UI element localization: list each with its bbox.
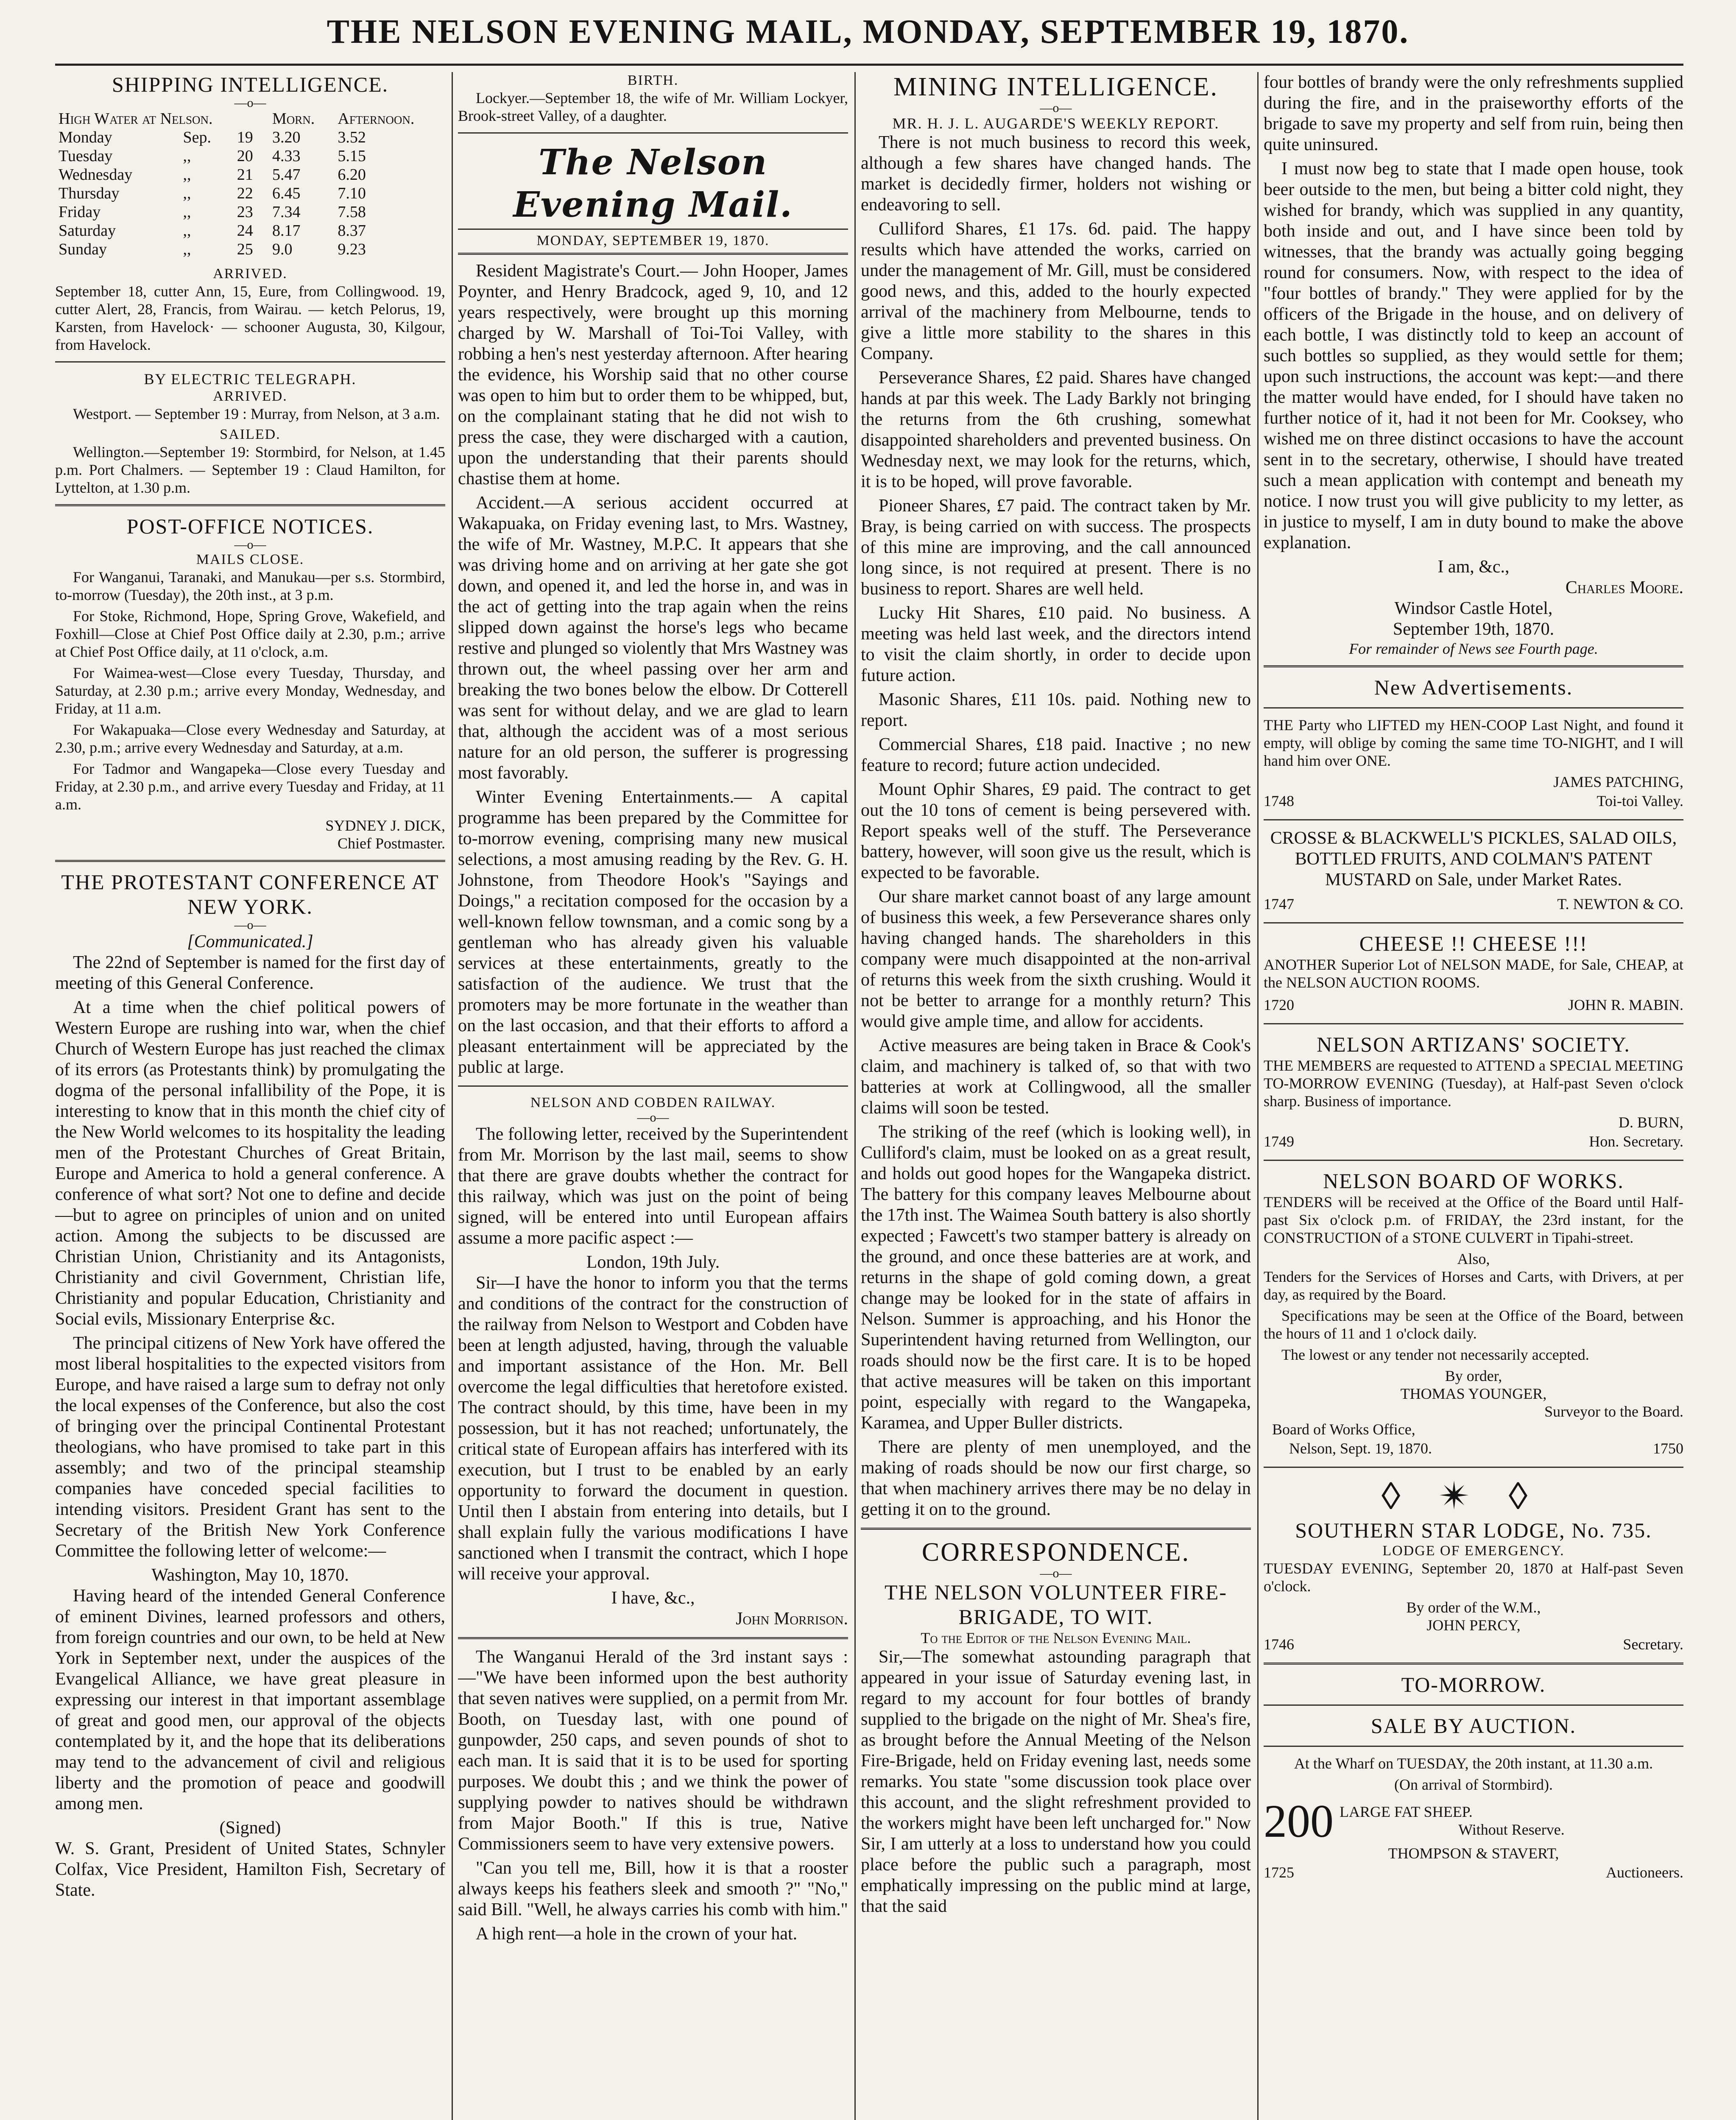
post-item: For Waimea-west—Close every Tuesday, Thursday, and Saturday, at 2.30 p.m.; arrive every Monday, Wednesday, and Friday, at 11 a.m. (55, 664, 445, 717)
shipping-heading: SHIPPING INTELLIGENCE. (112, 73, 389, 96)
mining-paras (861, 132, 1251, 1520)
tide-row: Wednesday ,, 21 5.47 6.20 (59, 166, 366, 184)
railway-intro: The following letter, received by the Superintendent from Mr. Morrison by the last mail, seems to show that there are grave doubts whether the contract for this railway, which was just on the point of being signed, will be entered into until European affairs assume a more pacific aspect :— (458, 1124, 848, 1248)
ads-heading: New Advertisements. (1374, 675, 1573, 699)
prot-signatories: W. S. Grant, President of United States, Schnyler Colfax, Vice President, Hamilton Fish, Secretary of State. (55, 1839, 445, 1900)
corr-title: THE NELSON VOLUNTEER FIRE-BRIGADE, TO WIT. (885, 1580, 1227, 1629)
tide-header: High Water at Nelson. Morn. Afternoon. (59, 110, 415, 128)
corr-cont2: I must now beg to state that I made open house, took beer outside to the men, but being a bitter cold night, they wished for brandy, which was supplied in any quantity, both inside and out, and I have since been told by witnesses, that the brandy was actually going begging round for consumers. Now, with respect to the idea of "four bottles of brandy." They were applied for by the officers of the Brigade in the house, and on delivery of each bottle, I was distinctly told to keep an account of such bottles so supplied, as they would settle for them; upon such instructions, the account was kept:—and there the matter would have ended, for I should have taken no further notice of it, had it not been for Mr. Cooksey, who wished me on three distinct occasions to have the account sent in to the secretary, otherwise, I should have treated such a mean application with contempt and beneath my notice. I now trust you will give publicity to my letter, as in justice to myself, I am in duty bound to make the above explanation. (1264, 159, 1683, 552)
tel-arrived: Westport. — September 19 : Murray, from Nelson, at 3 a.m. (73, 405, 440, 422)
ad-artizans (1264, 1032, 1683, 1152)
column-2: BIRTH. Lockyer.—September 18, the wife of Mr. William Lockyer, Brook-street Valley, of a daughter. The Nelson Evening Mail. MONDAY, SEPTEMBER 19, 1870. Resident Magistrate's Court.— John Hooper, James Poynter, and Henry Bradcock, aged 9, 10, and 12 years respectively, were brought up this morning charged by W. Marshall of Toi-Toi Valley, with robbing a hen's nest yesterday afternoon. After hearing the evidence, his Worship said that no other course was open to him but to order them to be whipped, but, on the complainant stating that he did not wish to press the case, they were discharged with a caution, upon the understanding that their parents should chastise them at home. Accident.—A serious accident occurred at Wakapuaka, on Friday evening last, to Mrs. Wastney, the wife of Mr. Wastney, M.P.C. It appears that she was driving home and on arriving at her gate she got down, and opened it, and led the horse in, and was in the act of getting into the trap again when the reins slipped down against the horse's legs who became restive and plunged so violently that Mrs Wastney was thrown out, the wheel passing over her arm and breaking the two bones below the elbow. Dr Cotterell was sent for without delay, and we are glad to learn that, although the accident was of a most serious nature for an old person, the sufferer is progressing most favorably. Winter Evening Entertainments.— A capital programme has been prepared by the Committee for to-morrow evening, comprising many new musical selections, a most amusing reading by the Rev. G. H. Johnstone, from Theodore Hook's "Sayings and Doings," a recitation composed for the occasion by a well-known fellow townsman, and a comic song by a gentleman who has already given his valuable services at these entertainments, greatly to the satisfaction of the audience. We trust that the promoters may be more fortunate in the weather than on the last occasion, and that their efforts to afford a pleasant entertainment will be appreciated by the public at large. NELSON AND COBDEN RAILWAY. —o— The following letter, received by the Superintendent from Mr. Morrison by the last mail, seems to show that there are grave doubts whether the contract for this railway, which was just on the point of being signed, will be entered into until European affairs assume a more pacific aspect :— London, 19th July. Sir—I have the honor to inform you that the terms and conditions of the contract for the construction of the railway from Nelson to Westport and Cobden have been at length adjusted, having, through the valuable and important assistance of the Hon. Mr. Bell overcome the legal difficulties that heretofore existed. The contract should, by this time, have been in my possession, but it has not reached; unfortunately, the critical state of European affairs has interfered with its execution, but I trust to be enabled by an early opportunity to forward the document in question. Until then I abstain from entering into details, but I shall explain fully the various modifications I have sanctioned when I transmit the contract, which I hope will receive your approval. I have, &c., John Morrison. The Wanganui Herald of the 3rd instant says :—"We have been informed upon the best authority that seven natives were supplied, on a permit from Mr. Booth, on Tuesday last, with one pound of gunpowder, 250 caps, and seven pounds of shot to each man. It is said that it is to be used for sporting purposes. We doubt this ; and we think the power of supplying powder to natives should be withdrawn from Major Booth." If this is true, Native Commissioners seem to have very extensive powers. "Can you tell me, Bill, how it is that a rooster always keeps his feathers sleek and smooth ?" "No," said Bill. "Well, he always carries his comb with him." A high rent—a hole in the crown of your hat. (458, 73, 848, 1944)
works-order: By order, (1445, 1367, 1502, 1384)
protestant-paras (55, 952, 445, 1562)
corr-cont1: four bottles of brandy were the only refreshments supplied during the fire, and in the praiseworthy efforts of the brigade to save my property and self from ruin, being then quite uninsured. (1264, 73, 1683, 154)
railway-dateline: London, 19th July. (586, 1252, 720, 1272)
auction-text: At the Wharf on TUESDAY, the 20th instant, at 11.30 a.m. (1294, 1755, 1653, 1772)
lodge-order: By order of the W.M., (1406, 1599, 1541, 1616)
works-text3: Specifications may be seen at the Office of the Board, between the hours of 11 and 1 o'clock daily. (1264, 1307, 1683, 1342)
auction-note: (On arrival of Stormbird). (1394, 1776, 1553, 1793)
correspondence-heading: CORRESPONDENCE. (921, 1538, 1190, 1567)
railway-sign: John Morrison. (736, 1609, 848, 1629)
auction-num: 1725 (1264, 1864, 1294, 1881)
tide-row: Tuesday ,, 20 4.33 5.15 (59, 147, 366, 165)
post-item: For Wanganui, Taranaki, and Manukau—per s.s. Stormbird, to-morrow (Tuesday), the 20th inst., at 3 p.m. (55, 569, 445, 603)
railway-heading: NELSON AND COBDEN RAILWAY. (530, 1095, 776, 1110)
ad-board-of-works (1264, 1169, 1683, 1459)
cheese-num: 1720 (1264, 996, 1294, 1013)
tide-row: Sunday ,, 25 9.0 9.23 (59, 240, 366, 258)
lodge-sub: LODGE OF EMERGENCY. (1382, 1543, 1565, 1559)
hencoop-num: 1748 (1264, 792, 1294, 809)
column-1: SHIPPING INTELLIGENCE. —o— High Water at Nelson. Morn. Afternoon. Monday Sep. 19 3.20 3.52 Tuesday ,, 20 4.33 5.15 Wednesday ,, 21 5.47 6.20 Thursday ,, 22 6.45 7.10 Friday ,, 23 7.34 7.58 Saturday ,, 24 8.17 8.37 Sunday ,, 25 9.0 9.23 ARRIVED. September 18, cutter Ann, 15, Eure, from Collingwood. 19, cutter Alert, 28, Francis, from Wairau. — ketch Pelorus, 19, Karsten, from Havelock· — schooner Augusta, 30, Kilgour, from Havelock. BY ELECTRIC TELEGRAPH. ARRIVED. Westport. — September 19 : Murray, from Nelson, at 3 a.m. SAILED. Wellington.—September 19: Stormbird, for Nelson, at 1.45 p.m. Port Chalmers. — September 19 : Claud Hamilton, for Lyttelton, at 1.30 p.m. POST-OFFICE NOTICES. —o— MAILS CLOSE. For Wanganui, Taranaki, and Manukau—per s.s. Stormbird, to-morrow (Tuesday), the 20th inst., at 3 p.m. For Stoke, Richmond, Hope, Spring Grove, Wakefield, and Foxhill—Close at Chief Post Office daily at 2.30, p.m.; arrive at Chief Post Office daily, at 11 o'clock, a.m. For Waimea-west—Close every Tuesday, Thursday, and Saturday, at 2.30 p.m.; arrive every Monday, Wednesday, and Friday, at 11 a.m. For Wakapuaka—Close every Wednesday and Saturday, at 2.30, p.m.; arrive every Wednesday and Saturday, at a.m. For Tadmor and Wangapeka—Close every Tuesday and Friday, at 2.30 p.m., and arrive every Tuesday and Friday, at 11 a.m. SYDNEY J. DICK, Chief Postmaster. THE PROTESTANT CONFERENCE AT NEW YORK. —o— [Communicated.] The 22nd of September is named for the first day of meeting of this General Conference. At a time when the chief political powers of Western Europe are rushing into war, when the chief Church of Western Europe has just reached the climax of its errors (as Protestants think) by promulgating the dogma of the personal infallibility of the Pope, it is interesting to know that in this month the chief city of the New World welcomes to its hospitality the leading men of the Protestant Churches of Great Britain, Europe and America to hold a general conference. A conference of what sort? Not one to define and decide—but to agree on principles of union and on united action. Among the subjects to be discussed are Christian Union, Christianity and its Antagonists, Christianity and civil Government, Christian life, Christianity and popular Education, Christianity and Social evils, Missionary Enterprise &c. The principal citizens of New York have offered the most liberal hospitalities to the expected visitors from Europe, and have raised a large sum to defray not only the local expenses of the Conference, but also the cost of bringing over the principal Continental Protestant theologians, who have promised to take part in this assembly; and two of the principal steamship companies have conceded special facilities to intending visitors. President Grant has sent to the Secretary of the British New York Conference Committee the following letter of welcome:— Washington, May 10, 1870. Having heard of the intended General Conference of eminent Divines, learned professors and others, from foreign countries and our own, to be held at New York in September next, under the auspices of the Evangelical Alliance, we have great pleasure in expressing our interest in that important assemblage of great and good men, our approval of the objects contemplated by it, and the hope that its deliberations may tend to the advancement of civil and religious liberty and the promotion of peace and goodwill among men. (Signed) W. S. Grant, President of United States, Schnyler Colfax, Vice President, Hamilton Fish, Secretary of State. (55, 73, 445, 1900)
masthead: THE NELSON EVENING MAIL, MONDAY, SEPTEMBER 19, 1870. (327, 13, 1409, 50)
corr-note: For remainder of News see Fourth page. (1349, 640, 1598, 657)
column-3: MINING INTELLIGENCE. —o— MR. H. J. L. AUGARDE'S WEEKLY REPORT. There is not much business to record this week, although a few shares have changed hands. The market is decidedly firmer, holders not wishing or endeavoring to sell. Culliford Shares, £1 17s. 6d. paid. The happy results which have attended the works, carried on under the management of Mr. Gill, must be considered good news, and this, added to the hourly expected arrival of the machinery from Melbourne, tends to give a little more stability to the shares in this Company. Perseverance Shares, £2 paid. Shares have changed hands at par this week. The Lady Barkly not bringing the returns from the 6th crushing, somewhat disappointed shareholders and prevented business. On Wednesday next, we may look for the returns, which, it is to be hoped, will prove favorable. Pioneer Shares, £7 paid. The contract taken by Mr. Bray, is being carried on with success. The prospects of this mine are improving, and the call announced long since, is not required at present. There is no business to report. Shares are well held. Lucky Hit Shares, £10 paid. No business. A meeting was held last week, and the directors intend to visit the claim shortly, in order to decide upon future action. Masonic Shares, £11 10s. paid. Nothing new to report. Commercial Shares, £18 paid. Inactive ; no new feature to record; future action undecided. Mount Ophir Shares, £9 paid. The contract to get out the 10 tons of cement is being persevered with. Report speaks well of the stuff. The Perseverance battery, however, will soon give us the result, which is expected to be favorable. Our share market cannot boast of any large amount of business this week, a few Perseverance shares only having changed hands. The shareholders in this company were much disappointed at the non-arrival of returns this week from the sixth crushing. Would it not be better to arrange for a monthly return? This would give ample time, and allow for accidents. Active measures are being taken in Brace & Cook's claim, and machinery is talked of, so that with two batteries at work at Collingwood, all the smaller claims will soon be tested. The striking of the reef (which is looking well), in Culliford's claim, must be looked on as a great result, and holds out good hopes for the Wangapeka district. The battery for this company leaves Melbourne about the 17th inst. The Waimea South battery is also shortly expected ; Fawcett's two stamper battery is already on the ground, and once these batteries are at work, and returns in the shape of gold coming down, a great change may be looked for in the state of affairs in Nelson. Summer is approaching, and his Honor the Superintendent having returned from Wellington, our roads should now be the first care. It is to be hoped that active measures will be taken on this important point, especially with regard to the Wangapeka, Karamea, and Upper Buller districts. There are plenty of men unemployed, and the making of roads should be now our first charge, so that when machinery arrives there may be no delay in getting it on to the ground. CORRESPONDENCE. —o— THE NELSON VOLUNTEER FIRE-BRIGADE, TO WIT. To the Editor of the Nelson Evening Mail. Sir,—The somewhat astounding paragraph that appeared in your issue of Saturday evening last, in regard to my account for four bottles of brandy supplied to the brigade on the night of Mr. Shea's fire, as brought before the Annual Meeting of the Nelson Fire-Brigade, held on Friday evening last, needs some remarks. You state "some discussion took place over this account, and the slight refreshment provided to the workers might have been left uncharged for." Now Sir, I am utterly at a loss to understand how you could place before the public such a paragraph, most emphatically impressing on the public mind at large, that the said (861, 73, 1251, 1916)
mining-sub: MR. H. J. L. AUGARDE'S WEEKLY REPORT. (892, 115, 1220, 132)
works-also: Also, (1457, 1250, 1490, 1267)
works-text1: TENDERS will be received at the Office of the Board until Half-past Six o'clock p.m. of FRIDAY, the 23rd instant, for the CONSTRUCTION of a STONE CULVERT in Tipahi-street. (1264, 1194, 1683, 1246)
arrived-text: September 18, cutter Ann, 15, Eure, from Collingwood. 19, cutter Alert, 28, Francis, from Wairau. — ketch Pelorus, 19, Karsten, from Havelock· — schooner Augusta, 30, Kilgour, from Havelock. (55, 283, 445, 353)
artizans-num: 1749 (1264, 1133, 1294, 1150)
corr-to: To the Editor of the Nelson Evening Mail. (921, 1629, 1191, 1646)
post-sign-title: Chief Postmaster. (338, 835, 445, 852)
prot-signed: (Signed) (219, 1818, 281, 1838)
prot-letter: Having heard of the intended General Conference of eminent Divines, learned professors and others, from foreign countries and our own, to be held at New York in September next, under the auspices of the Evangelical Alliance, we have great pleasure in expressing our interest in that important assemblage of great and good men, our approval of the objects contemplated by it, and the hope that its deliberations may tend to the advancement of civil and religious liberty and the promotion of peace and goodwill among men. (55, 1586, 445, 1813)
railway-letter: Sir—I have the honor to inform you that the terms and conditions of the contract for the construction of the railway from Nelson to Westport and Cobden have been at length adjusted, having, through the valuable and important assistance of the Hon. Mr. Bell overcome the legal difficulties that heretofore existed. The contract should, by this time, have been in my possession, but it has not reached; unfortunately, the critical state of European affairs has interfered with its execution, but I trust to be enabled by an early opportunity to forward the document in question. Until then I abstain from entering into details, but I shall explain fully the various modifications I have sanctioned when I transmit the contract, which I hope will receive your approval. (458, 1273, 848, 1584)
mining-para: Pioneer Shares, £7 paid. The contract taken by Mr. Bray, is being carried on with success. The prospects of this mine are improving, and the call announced long since, is not required at present. There is no business to report. Shares are well held. (861, 496, 1251, 599)
mining-para: The striking of the reef (which is looking well), in Culliford's claim, must be looked on as a great result, and holds out good hopes for the Wangapeka district. The battery for this company leaves Melbourne about the 17th inst. The Waimea South battery is also shortly expected ; Fawcett's two stamper battery is already on the ground, and once these batteries are at work, and returns in the shape of gold coming down, a great change may be looked for in the state of affairs in Nelson. Summer is approaching, and his Honor the Superintendent having returned from Wellington, our roads should now be the first care. It is to be hoped that active measures will be taken on this important point, especially with regard to the Wangapeka, Karamea, and Upper Buller districts. (861, 1122, 1251, 1433)
arrived-label: ARRIVED. (213, 266, 287, 282)
mining-para: Active measures are being taken in Brace & Cook's claim, and machinery is talked of, so that with two batteries at work at Collingwood, all the smaller claims will soon be tested. (861, 1036, 1251, 1118)
lodge-num: 1746 (1264, 1636, 1294, 1653)
works-text2: Tenders for the Services of Horses and Carts, with Drivers, at per day, as required by the Board. (1264, 1268, 1683, 1303)
sailed-label: SAILED. (220, 427, 281, 442)
auction-sign: THOMPSON & STAVERT, (1388, 1845, 1559, 1862)
protestant-heading: THE PROTESTANT CONFERENCE AT NEW YORK. (61, 870, 439, 918)
joke-2: A high rent—a hole in the crown of your hat. (476, 1924, 798, 1944)
mails-close: MAILS CLOSE. (196, 552, 304, 567)
masthead-rule (55, 64, 1683, 66)
lodge-title: Secretary. (1623, 1636, 1683, 1653)
post-item: For Tadmor and Wangapeka—Close every Tuesday and Friday, at 2.30 p.m., and arrive every Tuesday and Friday, at 11 a.m. (55, 760, 445, 813)
railway-close: I have, &c., (611, 1588, 695, 1608)
column-4 (1264, 72, 1683, 2120)
telegraph-heading: BY ELECTRIC TELEGRAPH. (144, 371, 357, 388)
column-rule (854, 72, 856, 2120)
pickles-num: 1747 (1264, 895, 1294, 912)
corr-sign: Charles Moore. (1565, 578, 1683, 597)
tel-arrived-label: ARRIVED. (213, 388, 287, 404)
artizans-title: Hon. Secretary. (1589, 1133, 1683, 1150)
protestant-para: At a time when the chief political powers of Western Europe are rushing into war, when the chief Church of Western Europe has just reached the climax of its errors (as Protestants think) by promulgating the dogma of the personal infallibility of the Pope, it is interesting to know that in this month the chief city of the New World welcomes to its hospitality the leading men of the Protestant Churches of Great Britain, Europe and America to hold a general conference. A conference of what sort? Not one to define and decide—but to agree on principles of union and on united action. Among the subjects to be discussed are Christian Union, Christianity and its Antagonists, Christianity and civil Government, Christian life, Christianity and popular Education, Christianity and Social evils, Missionary Enterprise &c. (55, 998, 445, 1329)
local-para: Accident.—A serious accident occurred at Wakapuaka, on Friday evening last, to Mrs. Wastney, the wife of Mr. Wastney, M.P.C. It appears that she was driving home and on arriving at her gate she got down, and opened it, and led the horse in, and was in the act of getting into the trap again when the reins slipped down against the horse's legs who became restive and plunged so violently that Mrs Wastney was thrown out, the wheel passing over her arm and breaking the two bones below the elbow. Dr Cotterell was sent for without delay, and we are glad to learn that, although the accident was of a most serious nature for an old person, the sufferer is progressing most favorably. (458, 493, 848, 783)
ad-hencoop (1264, 716, 1683, 812)
works-date: Nelson, Sept. 19, 1870. (1289, 1440, 1432, 1457)
cheese-sign: JOHN R. MABIN. (1568, 996, 1683, 1013)
tide-row: Friday ,, 23 7.34 7.58 (59, 203, 366, 221)
works-text4: The lowest or any tender not necessarily accepted. (1281, 1346, 1589, 1363)
artizans-text: THE MEMBERS are requested to ATTEND a SPECIAL MEETING TO-MORROW EVENING (Tuesday), at Half-past Seven o'clock sharp. Business of importance. (1264, 1057, 1683, 1110)
cheese-heading: CHEESE !! CHEESE !!! (1359, 932, 1588, 955)
post-heading: POST-OFFICE NOTICES. (126, 514, 374, 538)
tide-row: Thursday ,, 22 6.45 7.10 (59, 184, 366, 202)
mining-para: Culliford Shares, £1 17s. 6d. paid. The happy results which have attended the works, carried on under the management of Mr. Gill, must be considered good news, and this, added to the hourly expected arrival of the machinery from Melbourne, tends to give a little more stability to the shares in this Company. (861, 219, 1251, 363)
corr-date: September 19th, 1870. (1393, 619, 1555, 639)
auction-heading: TO-MORROW. (1401, 1673, 1546, 1696)
ad-cheese (1264, 931, 1683, 1015)
auction-lot: LARGE FAT SHEEP. (1340, 1803, 1473, 1820)
protestant-para: The 22nd of September is named for the first day of meeting of this General Conference. (55, 953, 445, 993)
birth-text: Lockyer.—September 18, the wife of Mr. William Lockyer, Brook-street Valley, of a daughter. (458, 89, 848, 124)
works-num: 1750 (1653, 1440, 1683, 1457)
hencoop-place: Toi-toi Valley. (1596, 792, 1683, 809)
post-sign: SYDNEY J. DICK, (325, 817, 445, 834)
auction-sub: SALE BY AUCTION. (1370, 1714, 1577, 1738)
mining-heading: MINING INTELLIGENCE. (893, 73, 1218, 101)
post-item: For Wakapuaka—Close every Wednesday and Saturday, at 2.30, p.m.; arrive every Wednesday and Saturday, at a.m. (55, 721, 445, 756)
auction-big-number: 200 (1264, 1798, 1334, 1844)
auction-reserve: Without Reserve. (1458, 1821, 1565, 1838)
ad-pickles (1264, 828, 1683, 915)
masonic-emblem-icon: ◊✴◊ (1381, 1476, 1566, 1517)
column-rule (1257, 72, 1259, 2120)
mining-para: Commercial Shares, £18 paid. Inactive ; no new feature to record; future action undecided. (861, 735, 1251, 775)
artizans-heading: NELSON ARTIZANS' SOCIETY. (1317, 1032, 1630, 1056)
sailed-text: Wellington.—September 19: Stormbird, for Nelson, at 1.45 p.m. Port Chalmers. — September 19 : Claud Hamilton, for Lyttelton, at 1.30 p.m. (55, 444, 445, 496)
protestant-para: The principal citizens of New York have offered the most liberal hospitalities to the expected visitors from Europe, and have raised a large sum to defray not only the local expenses of the Conference, but also the cost of bringing over the principal Continental Protestant theologians, who have promised to take part in this assembly; and two of the principal steamship companies have conceded special facilities to intending visitors. President Grant has sent to the Secretary of the British New York Conference Committee the following letter of welcome:— (55, 1333, 445, 1561)
mining-para: Perseverance Shares, £2 paid. Shares have changed hands at par this week. The Lady Barkly not bringing the returns from the 6th crushing, somewhat disappointed shareholders and prevented business. On Wednesday next, we may look for the returns, which, it is to be hoped, will prove favorable. (861, 368, 1251, 491)
cheese-text: ANOTHER Superior Lot of NELSON MADE, for Sale, CHEAP, at the NELSON AUCTION ROOMS. (1264, 956, 1683, 991)
local-para: Resident Magistrate's Court.— John Hooper, James Poynter, and Henry Bradcock, aged 9, 10, and 12 years respectively, were brought up this morning charged by W. Marshall of Toi-Toi Valley, with robbing a hen's nest yesterday afternoon. After hearing the evidence, his Worship said that no other course was open to him but to order them to be whipped, but, on the complainant stating that he did not wish to press the case, they were discharged with a caution, upon the understanding that their parents should chastise them at home. (458, 261, 848, 488)
hencoop-text: THE Party who LIFTED my HEN-COOP Last Night, and found it empty, will oblige by coming the same time TO-NIGHT, and I will hand him over ONE. (1264, 717, 1683, 769)
paper-title: The Nelson Evening Mail. (513, 142, 793, 225)
local-news (458, 261, 848, 1078)
pickles-sign: T. NEWTON & CO. (1557, 895, 1683, 912)
mining-para: There are plenty of men unemployed, and the making of roads should be now our first charge, so that when machinery arrives there may be no delay in getting it on to the ground. (861, 1437, 1251, 1519)
column-rule (452, 72, 453, 2120)
lodge-sign: JOHN PERCY, (1426, 1617, 1521, 1634)
local-para: Winter Evening Entertainments.— A capital programme has been prepared by the Committee for to-morrow evening, comprising many new musical selections, a most amusing reading by the Rev. G. H. Johnstone, from Theodore Hook's "Sayings and Doings," a recitation composed for the occasion by a well-known fellow townsman, and a comic song by a gentleman who has already given his valuable services at these entertainments, greatly to the satisfaction of the audience. We trust that the promoters may be more fortunate in the weather than on the last occasion, and that their efforts to afford a pleasant entertainment will be appreciated by the public at large. (458, 787, 848, 1077)
pickles-text: CROSSE & BLACKWELL'S PICKLES, SALAD OILS, BOTTLED FRUITS, AND COLMAN'S PATENT MUSTARD on Sale, under Market Rates. (1270, 828, 1677, 890)
mining-para: Mount Ophir Shares, £9 paid. The contract to get out the 10 tons of cement is being persevered with. Report speaks well of the stuff. The Perseverance battery, however, will soon give us the result, which is expected to be favorable. (861, 780, 1251, 882)
auction-title: Auctioneers. (1606, 1864, 1683, 1881)
paper-date: MONDAY, SEPTEMBER 19, 1870. (536, 233, 770, 248)
prot-dateline: Washington, May 10, 1870. (151, 1565, 349, 1585)
corr-text: Sir,—The somewhat astounding paragraph that appeared in your issue of Saturday evening last, in regard to my account for four bottles of brandy supplied to the brigade on the night of Mr. Shea's fire, as brought before the Annual Meeting of the Nelson Fire-Brigade, held on Friday evening last, needs some remarks. You state "some discussion took place over this account, and the slight refreshment provided to the workers might have been left uncharged for." Now Sir, I am utterly at a loss to understand how you could place before the public such a paragraph, most emphatically impressing on the public mind at large, that the said (861, 1647, 1251, 1916)
corr-close: I am, &c., (1437, 557, 1510, 577)
tide-row: Monday Sep. 19 3.20 3.52 (59, 128, 366, 146)
lodge-heading: SOUTHERN STAR LODGE, No. 735. (1295, 1518, 1652, 1542)
mining-para: Lucky Hit Shares, £10 paid. No business. A meeting was held last week, and the directors intend to visit the claim shortly, in order to decide upon future action. (861, 603, 1251, 685)
works-office: Board of Works Office, (1272, 1421, 1415, 1438)
artizans-sign: D. BURN, (1618, 1114, 1683, 1131)
ad-auction (1264, 1672, 1683, 1883)
lodge-text: TUESDAY EVENING, September 20, 1870 at Half-past Seven o'clock. (1264, 1560, 1683, 1595)
mining-para: Masonic Shares, £11 10s. paid. Nothing new to report. (861, 690, 1251, 730)
post-items (55, 568, 445, 813)
works-sign: THOMAS YOUNGER, (1400, 1385, 1547, 1402)
mining-para: Our share market cannot boast of any large amount of business this week, a few Perseverance shares only having changed hands. The shareholders in this company were much disappointed at the non-arrival of returns this week from the sixth crushing. Would it not be better to arrange for a monthly return? This would give ample time, and allow for accidents. (861, 887, 1251, 1031)
works-title: Surveyor to the Board. (1544, 1403, 1683, 1420)
post-item: For Stoke, Richmond, Hope, Spring Grove, Wakefield, and Foxhill—Close at Chief Post Office daily at 2.30, p.m.; arrive at Chief Post Office daily, at 11 o'clock, a.m. (55, 608, 445, 660)
works-heading: NELSON BOARD OF WORKS. (1323, 1169, 1624, 1193)
hencoop-sign: JAMES PATCHING, (1553, 773, 1683, 790)
tide-table (55, 109, 445, 259)
wanganui-para: The Wanganui Herald of the 3rd instant says :—"We have been informed upon the best authority that seven natives were supplied, on a permit from Mr. Booth, on Tuesday last, with one pound of gunpowder, 250 caps, and seven pounds of shot to each man. It is said that it is to be used for sporting purposes. We doubt this ; and we think the power of supplying powder to natives should be withdrawn from Major Booth." If this is true, Native Commissioners seem to have very extensive powers. (458, 1647, 848, 1854)
tide-row: Saturday ,, 24 8.17 8.37 (59, 222, 366, 240)
ad-lodge (1264, 1476, 1683, 1655)
mining-para: There is not much business to record this week, although a few shares have changed hands. The market is decidedly firmer, holders not wishing or endeavoring to sell. (861, 133, 1251, 215)
birth-heading: BIRTH. (627, 73, 679, 88)
joke-1: "Can you tell me, Bill, how it is that a rooster always keeps his feathers sleek and smooth ?" "No," said Bill. "Well, he always carries his comb with him." (458, 1858, 848, 1919)
communicated: [Communicated.] (187, 932, 313, 951)
corr-place: Windsor Castle Hotel, (1394, 599, 1553, 618)
